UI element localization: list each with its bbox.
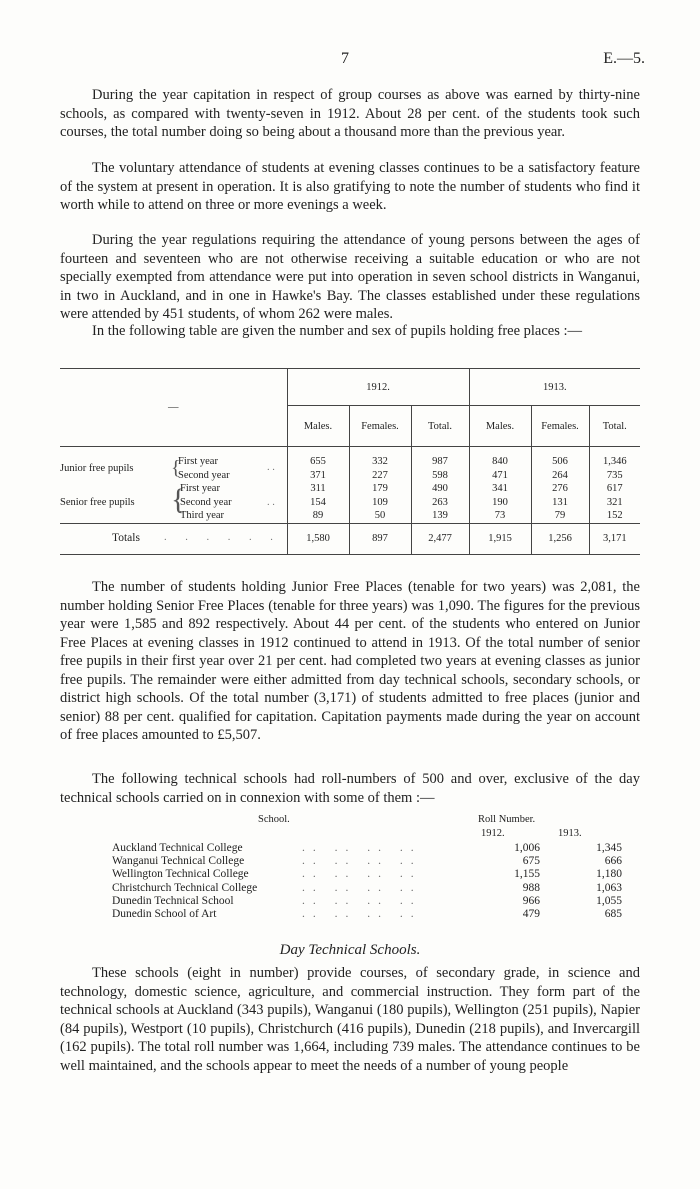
table-cell: 263 [411,496,469,510]
table-cell: 666 [604,855,622,868]
table-cell: 1,915 [469,523,531,554]
table-cell: 89 [287,509,349,523]
table-row: Senior free pupils { First year Second year Third year . . 311 179 490 341 276 617 [60,482,640,496]
table-cell: 109 [349,496,411,510]
roll-numbers-table [112,842,622,921]
table-cell: 479 [522,908,540,921]
table-cell: 987 [411,455,469,469]
row-second-year: Second year [180,496,232,508]
document-reference: E.—5. [603,50,645,67]
paragraph-free-places: The number of students holding Junior Free Places (tenable for two years) was 2,081, the number holding Senior Free Places (tenable for three years) was 1,090. The figures for the previous year were 1,585 and 892 respectively. About 44 per cent. of the students who entered on Junior Free Places at evening classes in 1912 continued to attend in 1913. Of the total number of senior free pupils in their first year over 21 per cent. had completed two years at evening classes as junior free pupils. The remainder were either admitted from day technical schools, secondary schools, or district high schools. Of the total number (3,171) of students admitted to free places (junior and senior) 88 per cent. qualified for capitation. Capitation payments made during the year on account of free places amounted to £5,507. [60,579,640,743]
table-cell: 1,055 [596,894,622,907]
table-cell: 3,171 [589,523,640,554]
table-cell: 371 [287,469,349,483]
table-cell: 735 [589,469,640,483]
table-cell: 1,063 [596,881,622,894]
table-cell: 276 [531,482,589,496]
table-row: Dunedin School of Art .. .. .. .. 479 685 [112,908,622,921]
table-cell: 341 [469,482,531,496]
page-number: 7 [341,50,349,67]
table-cell: 1,006 [514,842,540,854]
table-row: Junior free pupils { First year Second year . . 655 332 987 840 506 1,346 [60,455,640,469]
school-name: Dunedin Technical School [112,894,234,907]
table-cell: 840 [469,455,531,469]
table-row: Wanganui Technical College .. .. .. .. 675 666 [112,855,622,868]
table-row: Wellington Technical College .. .. .. .. 1,155 1,180 [112,868,622,881]
paragraph-regulations: During the year regulations requiring the attendance of young persons between the ages of fourteen and seventeen who are not otherwise receiving a suitable education or who are not specially exempted from attendance were put into operation in seven school districts in Wanganui, in two in Auckland, and in one in Hawke's Bay. The classes established under these regulations were attended by 451 students, of whom 262 were males. [60,232,640,322]
table-cell: 598 [411,469,469,483]
paragraph-day-technical-schools: These schools (eight in number) provide courses, of secondary grade, in science and technology, domestic science, agriculture, and commercial instruction. They form part of the technical schools at Auckland (343 pupils), Wanganui (180 pupils), Wellington (251 pupils), Napier (84 pupils), Westport (10 pupils), Christchurch (416 pupils), Dunedin (218 pupils), and Invercargill (162 pupils). The total roll number was 1,664, including 739 males. The attendance continues to be well maintained, and the schools appear to meet the needs of a number of young people [60,965,640,1074]
school-name: Auckland Technical College [112,842,243,854]
col-total-1912: Total. [411,406,469,447]
table-cell: 190 [469,496,531,510]
table-cell: 1,346 [589,455,640,469]
year-1912-header: 1912. [287,369,469,406]
roll-year-1913-header: 1913. [558,828,582,839]
table-cell: 1,155 [514,868,540,881]
table-cell: 1,180 [596,868,622,881]
table-cell: 1,345 [596,842,622,854]
table-cell: 490 [411,482,469,496]
col-females-1913: Females. [531,406,589,447]
section-heading: Day Technical Schools. [279,942,421,958]
table-cell: 471 [469,469,531,483]
table-cell: 264 [531,469,589,483]
free-places-table [60,368,640,555]
row-first-year: First year [178,456,218,467]
table-cell: 139 [411,509,469,523]
school-name: Wanganui Technical College [112,855,245,868]
col-males-1913: Males. [469,406,531,447]
table-cell: 506 [531,455,589,469]
table-cell: 73 [469,509,531,523]
table-cell: 1,256 [531,523,589,554]
table-cell: 321 [589,496,640,510]
paragraph-voluntary-attendance: The voluntary attendance of students at evening classes continues to be a satisfactory feature of the system at present in operation. It is also gratifying to note the number of students who find it worth while to attend on three or more evenings a week. [60,160,640,213]
table-cell: 2,477 [411,523,469,554]
table-cell: 897 [349,523,411,554]
table-cell: 332 [349,455,411,469]
paragraph-table-intro: In the following table are given the number and sex of pupils holding free places :— [92,323,583,339]
row-third-year: Third year [180,510,225,521]
table-row: Christchurch Technical College .. .. .. .. 988 1,063 [112,881,622,894]
table-cell: 131 [531,496,589,510]
table-cell: 966 [522,894,540,907]
senior-label: Senior free pupils [60,496,135,508]
roll-number-header: Roll Number. [478,814,536,825]
table-cell: 152 [589,509,640,523]
table-cell: 1,580 [287,523,349,554]
table-cell: 50 [349,509,411,523]
table-cell: 79 [531,509,589,523]
col-males-1912: Males. [287,406,349,447]
table-row: Dunedin Technical School .. .. .. .. 966 1,055 [112,894,622,907]
row-first-year: First year [180,483,220,494]
table-cell: 179 [349,482,411,496]
totals-label: Totals [112,531,140,544]
table-cell: 227 [349,469,411,483]
year-1913-header: 1913. [469,369,640,406]
table-cell: 988 [522,881,540,894]
table-row: Auckland Technical College .. .. .. .. 1,006 1,345 [112,842,622,854]
col-females-1912: Females. [349,406,411,447]
table-cell: 675 [522,855,540,868]
col-total-1913: Total. [589,406,640,447]
stub-header: — [168,402,179,413]
table-cell: 154 [287,496,349,510]
table-cell: 685 [604,908,622,921]
school-name: Christchurch Technical College [112,881,258,894]
paragraph-roll-numbers-intro: The following technical schools had roll-numbers of 500 and over, exclusive of the day technical schools carried on in connexion with some of them :— [60,771,640,806]
table-cell: 655 [287,455,349,469]
row-second-year: Second year [178,469,230,481]
school-name: Wellington Technical College [112,868,249,881]
junior-label: Junior free pupils [60,462,134,474]
roll-year-1912-header: 1912. [481,828,505,839]
roll-school-header: School. [258,814,290,825]
table-cell: 311 [287,482,349,496]
paragraph-group-courses: During the year capitation in respect of group courses as above was earned by thirty-nine schools, as compared with twenty-seven in 1912. About 28 per cent. of the students took such courses, the total number doing so being about a thousand more than the previous year. [60,87,640,140]
totals-row: Totals . . . . . . 1,580 897 2,477 1,915 1,256 3,171 [60,523,640,554]
table-cell: 617 [589,482,640,496]
school-name: Dunedin School of Art [112,908,217,921]
